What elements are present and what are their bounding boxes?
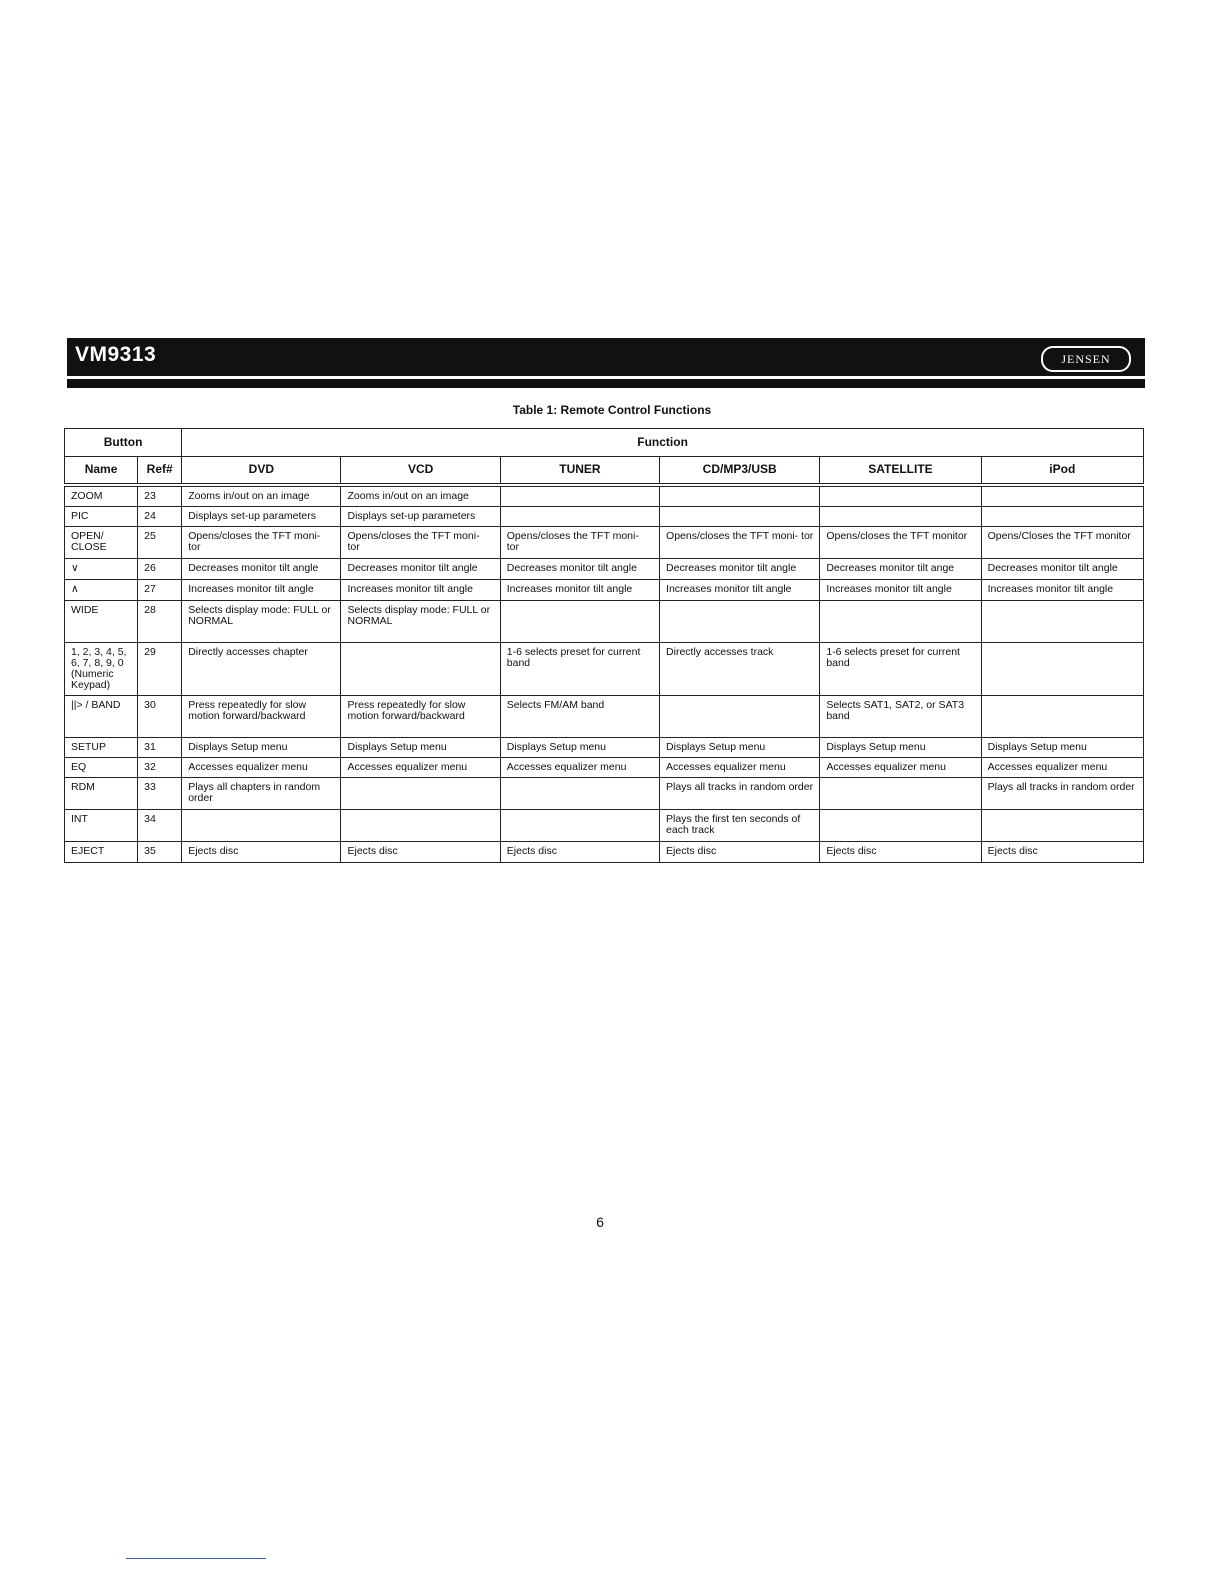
group-header-button: Button: [65, 429, 182, 457]
table-row: [65, 558, 1144, 579]
function-cell: [981, 809, 1143, 841]
function-cell: Decreases monitor tilt angle: [182, 558, 341, 579]
function-cell: Selects display mode: FULL or NORMAL: [341, 600, 500, 642]
function-cell: [981, 642, 1143, 695]
function-cell: 1-6 selects preset for current band: [820, 642, 981, 695]
function-cell: Plays the first ten seconds of each track: [660, 809, 820, 841]
remote-control-functions-table: [64, 428, 1144, 863]
function-cell: [341, 777, 500, 809]
function-cell: Decreases monitor tilt angle: [981, 558, 1143, 579]
table-row: [65, 600, 1144, 642]
function-cell: Increases monitor tilt angle: [182, 579, 341, 600]
function-cell: Displays Setup menu: [820, 737, 981, 757]
function-cell: [660, 506, 820, 526]
function-cell: [820, 777, 981, 809]
function-cell: [820, 600, 981, 642]
function-cell: Plays all tracks in random order: [981, 777, 1143, 809]
function-cell: Increases monitor tilt angle: [820, 579, 981, 600]
function-cell: Increases monitor tilt angle: [660, 579, 820, 600]
ref-number-cell: 25: [138, 526, 182, 558]
table-row: [65, 809, 1144, 841]
function-cell: [981, 600, 1143, 642]
column-header: iPod: [981, 457, 1143, 485]
button-name-cell: RDM: [65, 777, 138, 809]
ref-number-cell: 31: [138, 737, 182, 757]
table-caption: Table 1: Remote Control Functions: [512, 403, 712, 417]
button-name-cell: SETUP: [65, 737, 138, 757]
function-cell: Displays set-up parameters: [341, 506, 500, 526]
function-cell: Increases monitor tilt angle: [981, 579, 1143, 600]
function-cell: [981, 485, 1143, 507]
table-row: [65, 579, 1144, 600]
function-cell: Accesses equalizer menu: [820, 757, 981, 777]
function-cell: Displays Setup menu: [660, 737, 820, 757]
ref-number-cell: 29: [138, 642, 182, 695]
function-cell: [820, 485, 981, 507]
table-row: [65, 757, 1144, 777]
header-divider: [67, 379, 1145, 388]
function-cell: Displays Setup menu: [500, 737, 659, 757]
function-cell: [341, 809, 500, 841]
function-cell: Displays set-up parameters: [182, 506, 341, 526]
function-cell: Increases monitor tilt angle: [341, 579, 500, 600]
table-row: [65, 841, 1144, 862]
ref-number-cell: 35: [138, 841, 182, 862]
button-name-cell: EQ: [65, 757, 138, 777]
table-row: [65, 695, 1144, 737]
column-header: Name: [65, 457, 138, 485]
function-cell: Ejects disc: [500, 841, 659, 862]
function-cell: Accesses equalizer menu: [500, 757, 659, 777]
function-cell: Selects SAT1, SAT2, or SAT3 band: [820, 695, 981, 737]
function-cell: Accesses equalizer menu: [660, 757, 820, 777]
function-cell: Decreases monitor tilt angle: [341, 558, 500, 579]
function-cell: Increases monitor tilt angle: [500, 579, 659, 600]
table-body: [65, 485, 1144, 863]
ref-number-cell: 23: [138, 485, 182, 507]
function-cell: [660, 485, 820, 507]
column-header: SATELLITE: [820, 457, 981, 485]
footnote-separator: [126, 1558, 266, 1559]
ref-number-cell: 27: [138, 579, 182, 600]
button-name-cell: ||> / BAND: [65, 695, 138, 737]
button-name-cell: OPEN/ CLOSE: [65, 526, 138, 558]
function-cell: Accesses equalizer menu: [981, 757, 1143, 777]
function-cell: [820, 506, 981, 526]
function-cell: Selects display mode: FULL or NORMAL: [182, 600, 341, 642]
table-row: [65, 642, 1144, 695]
function-cell: Ejects disc: [182, 841, 341, 862]
button-name-cell: ∨: [65, 558, 138, 579]
function-cell: Zooms in/out on an image: [341, 485, 500, 507]
function-cell: Plays all tracks in random order: [660, 777, 820, 809]
jensen-logo: JENSEN: [1041, 346, 1131, 372]
button-name-cell: WIDE: [65, 600, 138, 642]
function-cell: Directly accesses track: [660, 642, 820, 695]
group-header-function: Function: [182, 429, 1144, 457]
function-cell: Opens/Closes the TFT monitor: [981, 526, 1143, 558]
button-name-cell: 1, 2, 3, 4, 5, 6, 7, 8, 9, 0 (Numeric Keypad): [65, 642, 138, 695]
function-cell: [182, 809, 341, 841]
table-row: [65, 506, 1144, 526]
column-header: VCD: [341, 457, 500, 485]
function-cell: [500, 485, 659, 507]
ref-number-cell: 34: [138, 809, 182, 841]
function-cell: [500, 600, 659, 642]
page-number: 6: [596, 1214, 604, 1230]
function-cell: Opens/closes the TFT moni- tor: [660, 526, 820, 558]
function-cell: Ejects disc: [341, 841, 500, 862]
function-cell: Directly accesses chapter: [182, 642, 341, 695]
button-name-cell: PIC: [65, 506, 138, 526]
column-header: TUNER: [500, 457, 659, 485]
function-cell: [341, 642, 500, 695]
table-row: [65, 777, 1144, 809]
function-cell: Ejects disc: [981, 841, 1143, 862]
function-cell: Displays Setup menu: [182, 737, 341, 757]
function-cell: [981, 506, 1143, 526]
function-cell: Press repeatedly for slow motion forward/backward: [182, 695, 341, 737]
table-row: [65, 737, 1144, 757]
column-header: Ref#: [138, 457, 182, 485]
button-name-cell: EJECT: [65, 841, 138, 862]
ref-number-cell: 24: [138, 506, 182, 526]
function-cell: Ejects disc: [820, 841, 981, 862]
ref-number-cell: 33: [138, 777, 182, 809]
function-cell: Press repeatedly for slow motion forward/backward: [341, 695, 500, 737]
function-cell: Decreases monitor tilt ange: [820, 558, 981, 579]
function-cell: [660, 600, 820, 642]
function-cell: Plays all chapters in random order: [182, 777, 341, 809]
ref-number-cell: 30: [138, 695, 182, 737]
function-cell: Zooms in/out on an image: [182, 485, 341, 507]
function-cell: Opens/closes the TFT moni- tor: [500, 526, 659, 558]
function-cell: Displays Setup menu: [341, 737, 500, 757]
button-name-cell: ∧: [65, 579, 138, 600]
table-row: [65, 485, 1144, 507]
ref-number-cell: 32: [138, 757, 182, 777]
function-cell: Ejects disc: [660, 841, 820, 862]
function-cell: Displays Setup menu: [981, 737, 1143, 757]
function-cell: Opens/closes the TFT monitor: [820, 526, 981, 558]
model-title: VM9313: [75, 343, 157, 366]
function-cell: [500, 809, 659, 841]
function-cell: [660, 695, 820, 737]
function-cell: Decreases monitor tilt angle: [500, 558, 659, 579]
function-cell: [820, 809, 981, 841]
ref-number-cell: 28: [138, 600, 182, 642]
function-cell: Decreases monitor tilt angle: [660, 558, 820, 579]
function-cell: Selects FM/AM band: [500, 695, 659, 737]
function-cell: 1-6 selects preset for current band: [500, 642, 659, 695]
function-cell: Opens/closes the TFT moni- tor: [341, 526, 500, 558]
function-cell: Accesses equalizer menu: [182, 757, 341, 777]
header-bar: [67, 338, 1145, 376]
column-header: CD/MP3/USB: [660, 457, 820, 485]
function-cell: [981, 695, 1143, 737]
table-row: [65, 526, 1144, 558]
column-header: DVD: [182, 457, 341, 485]
ref-number-cell: 26: [138, 558, 182, 579]
function-cell: [500, 777, 659, 809]
button-name-cell: INT: [65, 809, 138, 841]
function-cell: [500, 506, 659, 526]
button-name-cell: ZOOM: [65, 485, 138, 507]
function-cell: Accesses equalizer menu: [341, 757, 500, 777]
function-cell: Opens/closes the TFT moni- tor: [182, 526, 341, 558]
